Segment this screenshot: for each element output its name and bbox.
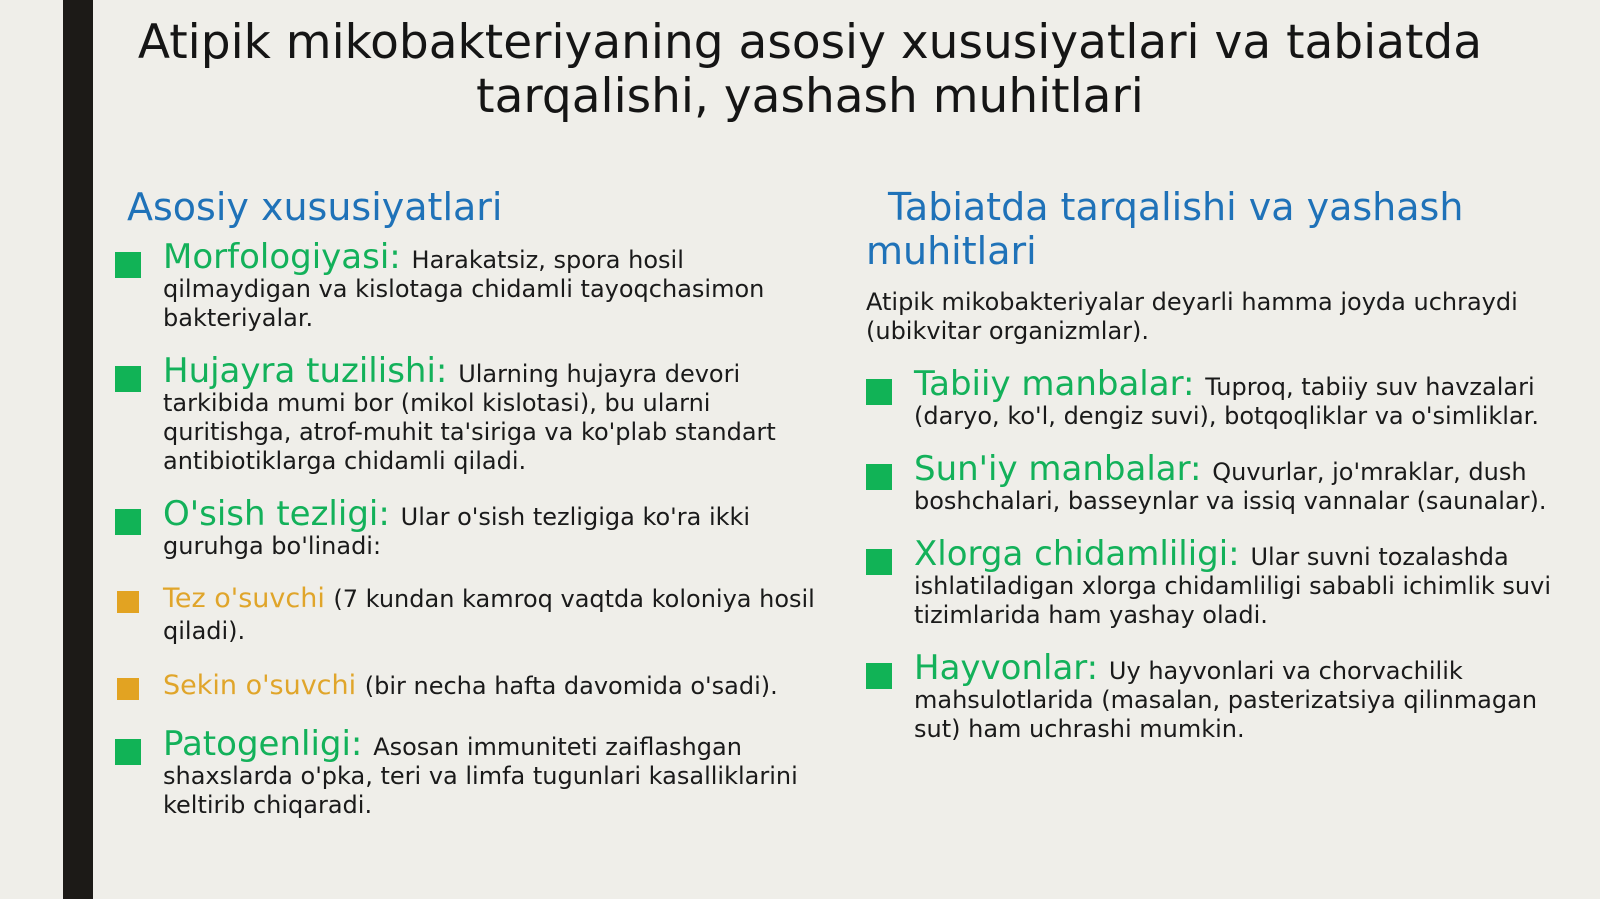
column-distribution — [866, 185, 1586, 764]
distribution-list — [866, 366, 1586, 744]
item-text: Ular o'sish tezligiga ko'ra ikki guruhga bo'linadi: — [163, 503, 751, 560]
list-item-cell-structure — [115, 353, 835, 476]
item-text: (bir necha hafta davomida o'sadi). — [364, 672, 778, 700]
item-text: Uy hayvonlari va chorvachilik mahsulotlarida (masalan, pasterizatsiya qilinmagan sut) ham uchrashi mumkin. — [914, 657, 1538, 743]
list-item-artificial-sources — [866, 451, 1586, 516]
item-term: Tez o'suvchi — [163, 583, 334, 614]
item-text: Harakatsiz, spora hosil qilmaydigan va kislotaga chidamli tayoqchasimon bakteriyalar. — [163, 246, 765, 332]
square-bullet-icon — [866, 663, 892, 689]
item-term: Hayvonlar: — [914, 648, 1109, 688]
properties-list — [115, 239, 835, 820]
item-text: Tuproq, tabiiy suv havzalari (daryo, ko'l, dengiz suvi), botqoqliklar va o'simliklar. — [914, 373, 1539, 430]
list-item-chlorine-resistance — [866, 536, 1586, 630]
item-term: Xlorga chidamliligi: — [914, 534, 1251, 574]
item-term: Morfologiyasi: — [163, 237, 412, 277]
square-bullet-icon — [117, 678, 139, 700]
column-properties — [115, 185, 835, 840]
accent-bar — [63, 0, 93, 899]
item-term: Patogenligi: — [163, 724, 374, 764]
distribution-intro: Atipik mikobakteriyalar deyarli hamma joyda uchraydi (ubikvitar organizmlar). — [866, 288, 1518, 345]
item-text: Asosan immuniteti zaiflashgan shaxslarda o'pka, teri va limfa tugunlari kasalliklarini keltirib chiqaradi. — [163, 733, 798, 819]
item-text: Ular suvni tozalashda ishlatiladigan xlorga chidamliligi sababli ichimlik suvi tizimlarida ham yashay oladi. — [914, 543, 1551, 629]
square-bullet-icon — [866, 379, 892, 405]
item-term: Tabiiy manbalar: — [914, 364, 1206, 404]
list-item-fast-growing — [115, 581, 835, 646]
square-bullet-icon — [115, 509, 141, 535]
list-item-morphology — [115, 239, 835, 333]
list-item-natural-sources — [866, 366, 1586, 431]
list-item-growth-rate — [115, 496, 835, 561]
item-term: Sekin o'suvchi — [163, 670, 365, 701]
column-heading-distribution: Tabiatda tarqalishi va yashash muhitlari — [866, 185, 1464, 273]
item-text: Quvurlar, jo'mraklar, dush boshchalari, basseynlar va issiq vannalar (saunalar). — [914, 458, 1547, 515]
column-heading-properties: Asosiy xususiyatlari — [127, 185, 503, 229]
square-bullet-icon — [117, 591, 139, 613]
item-term: O'sish tezligi: — [163, 494, 401, 534]
square-bullet-icon — [115, 739, 141, 765]
list-item-animals — [866, 650, 1586, 744]
slide-title: Atipik mikobakteriyaning asosiy xususiyatlari va tabiatda tarqalishi, yashash muhitlari — [137, 15, 1483, 124]
square-bullet-icon — [115, 252, 141, 278]
item-term: Sun'iy manbalar: — [914, 449, 1213, 489]
square-bullet-icon — [866, 549, 892, 575]
square-bullet-icon — [866, 464, 892, 490]
item-text: Ularning hujayra devori tarkibida mumi bor (mikol kislotasi), bu ularni quritishga, atrof-muhit ta'siriga va ko'plab standart antibiotiklarga chidamli qiladi. — [163, 360, 776, 475]
item-text: (7 kundan kamroq vaqtda koloniya hosil qiladi). — [163, 585, 815, 645]
square-bullet-icon — [115, 366, 141, 392]
item-term: Hujayra tuzilishi: — [163, 351, 459, 391]
list-item-slow-growing — [115, 668, 835, 704]
list-item-pathogenicity — [115, 726, 835, 820]
